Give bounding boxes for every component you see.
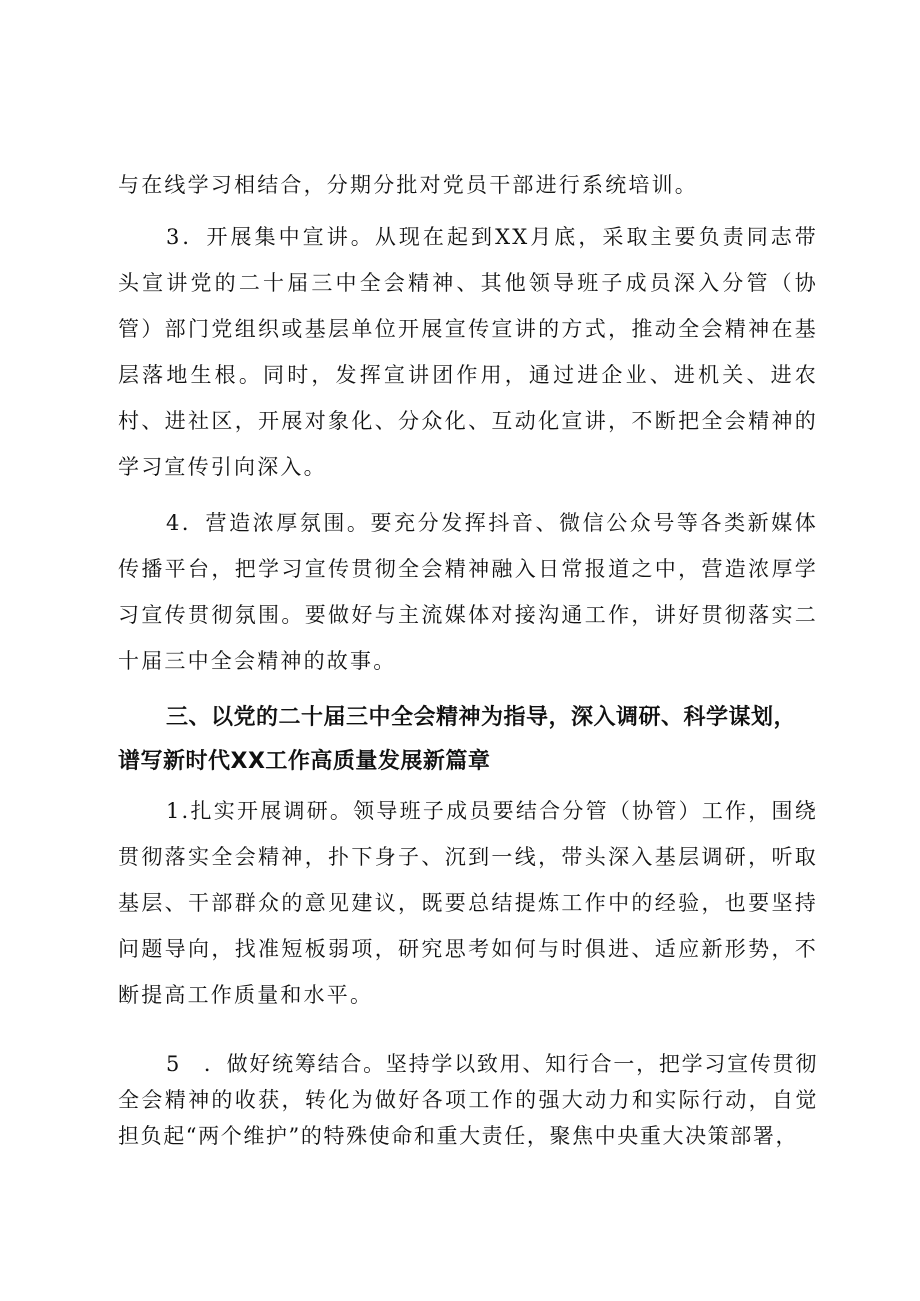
paragraph-item-1: 1.扎实开展调研。领导班子成员要结合分管（协管）工作，围绕贯彻落实全会精神，扑下身子、沉到一线，带头深入基层调研，听取基层、干部群众的意见建议，既要总结提炼工作中的经验，也要坚持问题导向，找准短板弱项，研究思考如何与时俱进、适应新形势，不断提高工作质量和水平。 xyxy=(118,799,818,1007)
paragraph-item-5: 5 ．做好统筹结合。坚持学以致用、知行合一，把学习宣传贯彻全会精神的收获，转化为做好各项工作的强大动力和实际行动，自觉担负起“两个维护”的特殊使命和重大责任，聚焦中央重大决策部署， xyxy=(118,1052,818,1148)
section-heading-line-2: 谱写新时代XX工作高质量发展新篇章 xyxy=(118,749,491,774)
section-heading xyxy=(118,696,830,784)
paragraph-item-4: 4．营造浓厚氛围。要充分发挥抖音、微信公众号等各类新媒体传播平台，把学习宣传贯彻全会精神融入日常报道之中，营造浓厚学习宣传贯彻氛围。要做好与主流媒体对接沟通工作，讲好贯彻落实二十届三中全会精神的故事。 xyxy=(118,511,818,673)
paragraph-item-3: 3．开展集中宣讲。从现在起到XX月底，采取主要负责同志带头宣讲党的二十届三中全会精神、其他领导班子成员深入分管（协管）部门党组织或基层单位开展宣传宣讲的方式，推动全会精神在基层落地生根。同时，发挥宣讲团作用，通过进企业、进机关、进农村、进社区，开展对象化、分众化、互动化宣讲，不断把全会精神的学习宣传引向深入。 xyxy=(118,225,818,479)
section-heading-line-1: 三、以党的二十届三中全会精神为指导，深入调研、科学谋划， xyxy=(166,705,797,730)
paragraph-continuation: 与在线学习相结合，分期分批对党员干部进行系统培训。 xyxy=(118,173,698,197)
